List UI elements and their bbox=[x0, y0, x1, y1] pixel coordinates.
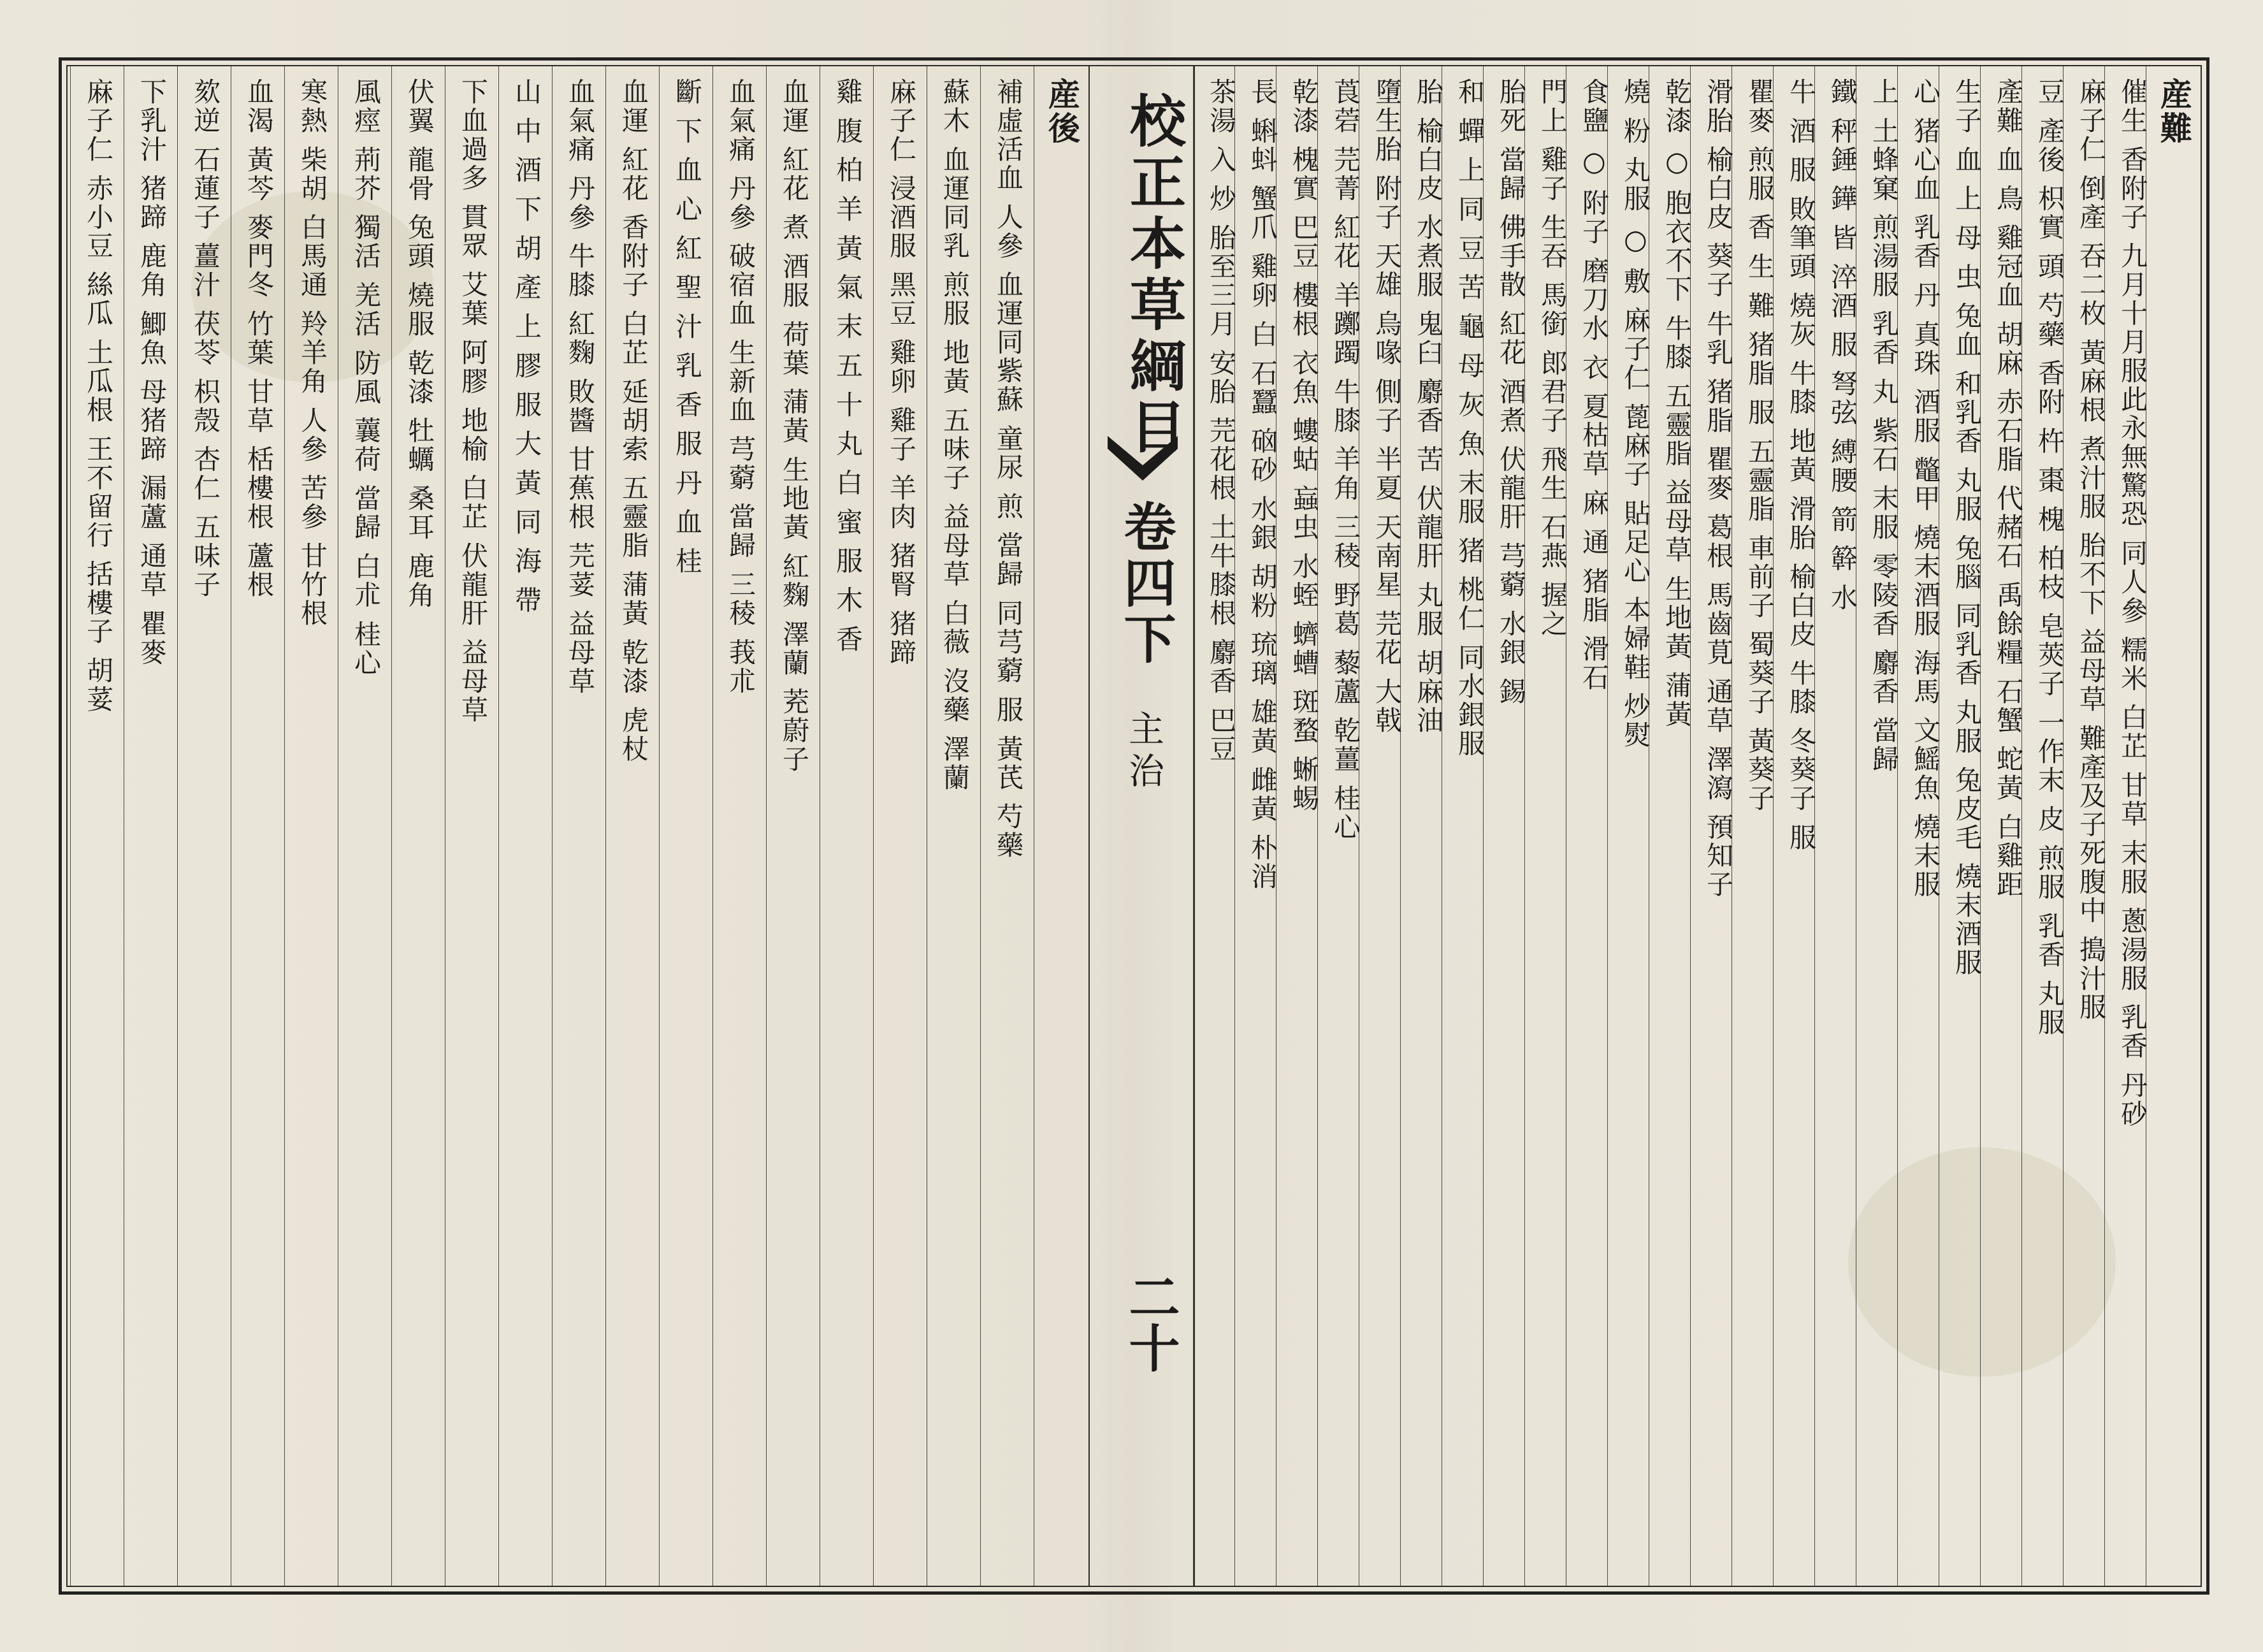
column-text: 胎死 當歸 佛手散 紅花 酒煮 伏龍肝 芎藭 水銀 錫 bbox=[1496, 78, 1527, 706]
column-text: 茶湯 入 炒 胎至三月 安胎 芫花根 土牛膝根 麝香 巴豆 bbox=[1206, 78, 1237, 764]
column-text: 麻子仁 浸酒服 黑豆 雞卵 雞子 羊肉 猪腎 猪蹄 bbox=[886, 78, 917, 667]
column-text: 滑胎 榆白皮 葵子 牛乳 猪脂 瞿麥 葛根 馬齒莧 通草 澤瀉 預知子 bbox=[1703, 78, 1734, 899]
text-column bbox=[820, 66, 874, 1586]
column-text: 麻子仁 倒產 吞二枚 黃麻根 煮汁服 胎不下 益母草 難產及子死腹中 搗汁服 bbox=[2076, 78, 2107, 1022]
page-number: 二十 bbox=[1120, 1271, 1180, 1373]
column-text: 補虛活血 人參 血運同紫蘇 童尿 煎 當歸 同芎藭 服 黃芪 芍藥 bbox=[993, 78, 1024, 860]
column-text: 莨菪 芫菁 紅花 羊躑躅 牛膝 羊角 三稜 野葛 藜蘆 乾薑 桂心 bbox=[1330, 78, 1361, 842]
text-column bbox=[445, 66, 500, 1586]
left-page bbox=[68, 66, 1088, 1586]
column-text: 寒熱 柴胡 白馬通 羚羊角 人參 苦參 甘竹根 bbox=[297, 78, 328, 628]
column-text: 山 中 酒 下 胡 產 上 膠 服 大 黃 同 海 帶 bbox=[511, 78, 542, 615]
column-text: 風痙 荊芥 獨活 羌活 防風 蘘荷 當歸 白朮 桂心 bbox=[351, 78, 382, 677]
column-text: 心 猪心血 乳香 丹 真珠 酒服 鼈甲 燒末酒服 海馬 文鰩魚 燒末服 bbox=[1910, 78, 1941, 899]
text-column bbox=[391, 66, 446, 1586]
text-column bbox=[927, 66, 981, 1586]
column-text: 下血過多 貫眾 艾葉 阿膠 地榆 白芷 伏龍肝 益母草 bbox=[458, 78, 489, 725]
text-column bbox=[498, 66, 553, 1586]
text-column bbox=[231, 66, 286, 1586]
column-text: 血氣痛 丹參 破宿血 生新血 芎藭 當歸 三稜 莪朮 bbox=[725, 78, 756, 696]
text-column bbox=[338, 66, 393, 1586]
column-text: 下乳汁 猪蹄 鹿角 鯽魚 母猪蹄 漏蘆 通草 瞿麥 bbox=[136, 78, 168, 667]
left-page-heading: 産後 bbox=[1043, 78, 1081, 145]
text-column bbox=[177, 66, 232, 1586]
column-text: 血運 紅花 香附子 白芷 延胡索 五靈脂 蒲黃 乾漆 虎杖 bbox=[618, 78, 649, 764]
column-text: 乾漆 ○ 胞衣不下 牛膝 五靈脂 益母草 生地黃 蒲黃 bbox=[1661, 78, 1693, 729]
column-text: 生子 血 上 母 虫 兔血 和乳香 丸服 兔腦 同乳香 丸服 兔皮毛 燒末酒服 bbox=[1951, 78, 1983, 978]
text-column bbox=[766, 66, 821, 1586]
left-page-heading-column bbox=[1034, 66, 1088, 1586]
column-text: 欬逆 石蓮子 薑汁 茯苓 枳殼 杏仁 五味子 bbox=[190, 78, 221, 600]
column-text: 胎 榆白皮 水煮服 鬼臼 麝香 苦 伏龍肝 丸服 胡麻油 bbox=[1413, 78, 1444, 735]
fish-tail-mark-icon bbox=[1103, 430, 1183, 487]
column-text: 乾漆 槐實 巴豆 樓根 衣魚 螻蛄 蝱虫 水蛭 蠐螬 斑蝥 蜥蜴 bbox=[1289, 78, 1320, 813]
text-column bbox=[284, 66, 339, 1586]
column-text: 墮生胎 附子 天雄 烏喙 側子 半夏 天南星 芫花 大戟 bbox=[1371, 78, 1403, 735]
text-column bbox=[605, 66, 660, 1586]
column-text: 燒 粉 丸服 ○ 敷 麻子仁 蓖麻子 貼足心 本婦鞋 炒熨 bbox=[1620, 78, 1651, 750]
text-column bbox=[712, 66, 767, 1586]
column-text: 催生 香附子 九月十月服此永無驚恐 同人參 糯米 白芷 甘草 末服 蔥湯服 乳香 丹砂 bbox=[2117, 78, 2148, 1129]
text-column bbox=[1193, 66, 1248, 1586]
text-column bbox=[873, 66, 928, 1586]
text-column bbox=[659, 66, 714, 1586]
column-text: 血渴 黃芩 麥門冬 竹葉 甘草 栝樓根 蘆根 bbox=[243, 78, 275, 600]
column-text: 血氣痛 丹參 牛膝 紅麴 敗醬 甘蕉根 芫荽 益母草 bbox=[565, 78, 596, 696]
column-text: 鐵 秤錘 鏵 皆 淬酒 服 弩弦 縛腰 箭 簳 水 bbox=[1827, 78, 1858, 612]
column-text: 蘇木 血運同乳 煎服 地黃 五味子 益母草 白薇 沒藥 澤蘭 bbox=[939, 78, 971, 792]
column-text: 食鹽 ○ 附子 磨刀水 衣 夏枯草 麻 通 猪脂 滑石 bbox=[1579, 78, 1610, 693]
column-text: 長 蝌蚪 蟹爪 雞卵 白 石蠶 硇砂 水銀 胡粉 琉璃 雄黃 雌黃 朴消 bbox=[1247, 78, 1278, 892]
column-text: 雞 腹 柏 羊 黃 氣 末 五 十 丸 白 蜜 服 木 香 bbox=[832, 78, 864, 654]
column-text: 上 土蜂窠 煎湯服 乳香 丸 紫石 末服 零陵香 麝香 當歸 bbox=[1869, 78, 1900, 774]
book-title: 校正本草綱目 bbox=[1121, 92, 1187, 459]
column-text: 斷 下 血 心 紅 聖 汁 乳 香 服 丹 血 桂 bbox=[672, 78, 703, 576]
text-column bbox=[980, 66, 1035, 1586]
center-spine bbox=[1088, 66, 1195, 1586]
column-text: 麻子仁 赤小豆 絲瓜 土瓜根 王不留行 括樓子 胡荽 bbox=[83, 78, 114, 714]
right-page-heading: 産難 bbox=[2155, 78, 2193, 145]
section-label: 主治 bbox=[1123, 710, 1164, 794]
volume-label: 卷四下 bbox=[1115, 500, 1176, 668]
column-text: 血運 紅花 煮 酒服 荷葉 蒲黃 生地黃 紅麴 澤蘭 茺蔚子 bbox=[779, 78, 810, 774]
text-column bbox=[552, 66, 607, 1586]
column-text: 產難 血 鳥 雞冠血 胡麻 赤石脂 代赭石 禹餘糧 石蟹 蛇黃 白雞距 bbox=[1993, 78, 2024, 899]
text-column bbox=[70, 66, 125, 1586]
column-text: 門上 雞子 生吞 馬銜 郎君子 飛生 石燕 握之 bbox=[1537, 78, 1568, 639]
column-text: 牛 酒 服 敗筆頭 燒灰 牛膝 地黃 滑胎 榆白皮 牛膝 冬葵子 服 bbox=[1786, 78, 1817, 852]
column-text: 和 蟬 上 同 豆 苦 龜 母 灰 魚 末服 猪 桃仁 同水銀服 bbox=[1454, 78, 1486, 758]
column-text: 豆 產後 枳實 頭 芍藥 香附 杵 棗 槐 柏枝 皂莢子 一作末 皮 煎服 乳香 丸服 bbox=[2034, 78, 2065, 1038]
text-column bbox=[124, 66, 178, 1586]
column-text: 瞿麥 煎服 香 生 難 猪脂 服 五靈脂 車前子 蜀葵子 黃葵子 bbox=[1744, 78, 1775, 813]
right-page bbox=[1195, 66, 2201, 1586]
column-text: 伏翼 龍骨 兔頭 燒服 乾漆 牡蠣 桑耳 鹿角 bbox=[404, 78, 435, 610]
